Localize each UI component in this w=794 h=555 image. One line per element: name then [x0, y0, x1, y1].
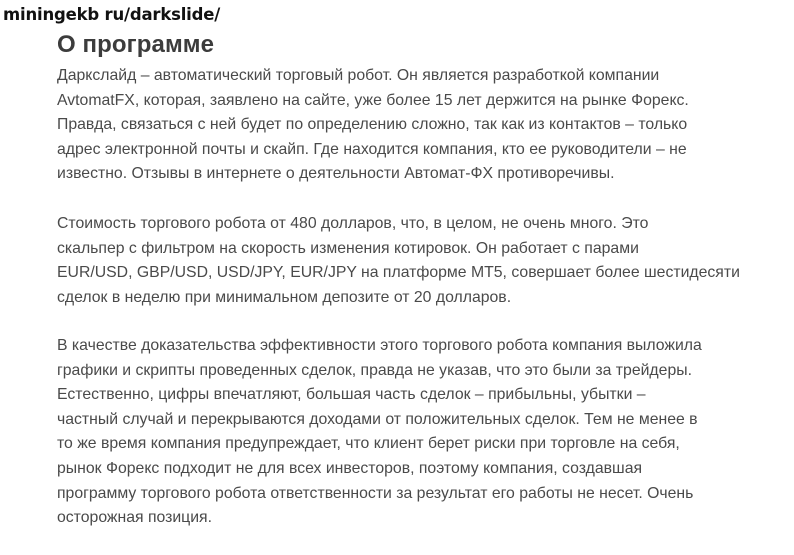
paragraph-line: В качестве доказательства эффективности этого торгового робота компания выложила	[57, 337, 702, 354]
source-watermark: miningekb ru/darkslide/	[3, 5, 221, 24]
paragraph-evidence	[57, 334, 702, 531]
paragraph-line: адрес электронной почты и скайп. Где находится компания, кто ее руководители – не	[57, 140, 687, 158]
paragraph-line: известно. Отзывы в интернете о деятельности Автомат-ФХ противоречивы.	[57, 165, 615, 183]
paragraph-line: частный случай и перекрываются доходами от положительных сделок. Тем не менее в	[57, 410, 698, 428]
article	[57, 28, 757, 527]
paragraph-line: AvtomatFX, которая, заявлено на сайте, уже более 15 лет держится на рынке Форекс.	[57, 91, 689, 109]
paragraph-line: Стоимость торгового робота от 480 долларов, что, в целом, не очень много. Это	[57, 215, 649, 232]
paragraph-line: сделок в неделю при минимальном депозите от 20 долларов.	[57, 288, 512, 306]
paragraph-line: то же время компания предупреждает, что клиент берет риски при торговле на себя,	[57, 435, 680, 453]
paragraph-about-company	[57, 64, 689, 187]
paragraph-line: рынок Форекс подходит не для всех инвесторов, поэтому компания, создавшая	[57, 459, 643, 477]
paragraph-line: программу торгового робота ответственности за результат его работы не несет. Очень	[57, 484, 694, 502]
paragraph-line: Естественно, цифры впечатляют, большая часть сделок – прибыльны, убытки –	[57, 386, 646, 404]
paragraph-line: скальпер с фильтром на скорость изменения котировок. Он работает с парами	[57, 239, 639, 257]
paragraph-line: EUR/USD, GBP/USD, USD/JPY, EUR/JPY на платформе МТ5, совершает более шестидесяти	[57, 264, 740, 282]
paragraph-line: Правда, связаться с ней будет по определению сложно, так как из контактов – только	[57, 116, 688, 134]
paragraph-line: осторожная позиция.	[57, 509, 212, 527]
paragraph-pricing	[57, 212, 740, 310]
section-heading: О программе	[57, 31, 215, 58]
paragraph-line: Даркслайд – автоматический торговый робот. Он является разработкой компании	[57, 67, 660, 84]
paragraph-line: графики и скрипты проведенных сделок, правда не указав, что это были за трейдеры.	[57, 361, 692, 379]
